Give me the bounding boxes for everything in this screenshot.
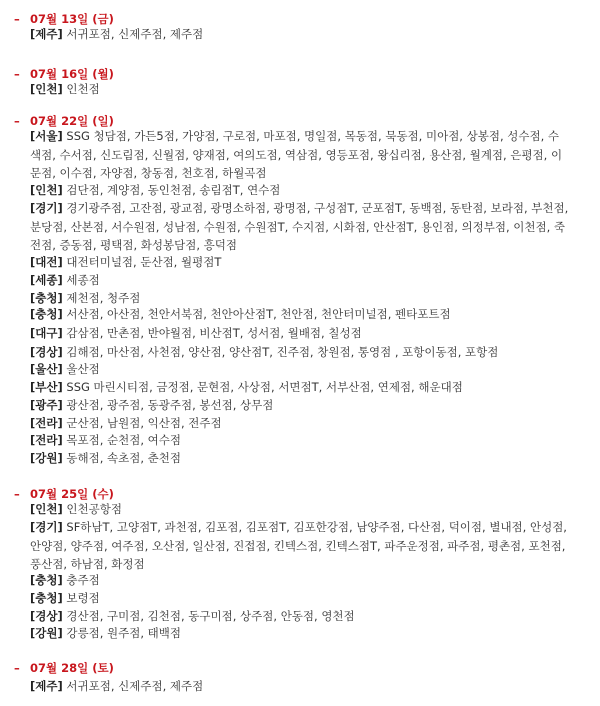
list-item <box>30 253 570 272</box>
store-list: 대전터미널점, 둔산점, 월평점T <box>66 255 222 269</box>
list-item <box>30 360 570 379</box>
region-label: [부산] <box>30 380 63 394</box>
region-label: [경기] <box>30 201 63 215</box>
region-label: [인천] <box>30 82 63 96</box>
list-item <box>30 343 570 362</box>
store-list: 동해점, 속초점, 춘천점 <box>66 451 181 465</box>
region-label: [경상] <box>30 345 63 359</box>
region-label: [세종] <box>30 273 63 287</box>
region-label: [제주] <box>30 679 63 693</box>
list-item <box>30 396 570 415</box>
store-list: 인천공항점 <box>66 502 122 516</box>
list-item <box>30 607 570 626</box>
store-list: 강릉점, 원주점, 태백점 <box>66 626 181 640</box>
region-label: [강원] <box>30 451 63 465</box>
region-label: [강원] <box>30 626 63 640</box>
date-heading <box>14 660 114 676</box>
list-item <box>30 518 570 574</box>
region-label: [전라] <box>30 416 63 430</box>
list-item <box>30 414 570 433</box>
store-list: 감삼점, 만촌점, 반야월점, 비산점T, 성서점, 월배점, 칠성점 <box>66 326 362 340</box>
region-label: [제주] <box>30 27 63 41</box>
date-text: 07월 28일 (토) <box>30 661 114 675</box>
list-item <box>30 181 570 200</box>
store-list: SF하남T, 고양점T, 과천점, 김포점, 김포점T, 김포한강점, 남양주점, 다산점, 덕이점, 별내점, 안성점, 안양점, 양주점, 여주점, 오산점, 일산점, 진접점, 킨텍스점, 킨텍스점T, 파주운정점, 파주점, 평촌점, 포천점, 풍산점, 하남점, 화정점 <box>30 520 567 571</box>
store-list: 서귀포점, 신제주점, 제주점 <box>66 679 204 693</box>
list-item <box>30 571 570 590</box>
store-list: 충주점 <box>66 573 100 587</box>
region-label: [인천] <box>30 502 63 516</box>
store-list: 김해점, 마산점, 사천점, 양산점, 양산점T, 진주점, 창원점, 통영점 , 포항이동점, 포항점 <box>66 345 499 359</box>
store-list: 경기광주점, 고잔점, 광교점, 광명소하점, 광명점, 구성점T, 군포점T, 동백점, 동탄점, 보라점, 부천점, 분당점, 산본점, 서수원점, 성남점, 수원점, 수원점T, 수지점, 시화점, 안산점T, 용인점, 의정부점, 이천점, 죽전점, 증동점, 평택점, 화성봉담점, 흥덕점 <box>30 201 569 252</box>
region-label: [충청] <box>30 573 63 587</box>
date-text: 07월 13일 (금) <box>30 12 114 26</box>
region-label: [경상] <box>30 609 63 623</box>
list-item <box>30 449 570 468</box>
region-label: [광주] <box>30 398 63 412</box>
region-label: [대구] <box>30 326 63 340</box>
region-label: [인천] <box>30 183 63 197</box>
store-list: 광산점, 광주점, 동광주점, 봉선점, 상무점 <box>66 398 274 412</box>
list-item <box>30 80 570 99</box>
store-list: SSG 마린시티점, 금정점, 문현점, 사상점, 서면점T, 서부산점, 연제점, 해운대점 <box>66 380 463 394</box>
store-list: 경산점, 구미점, 김천점, 동구미점, 상주점, 안동점, 영천점 <box>66 609 355 623</box>
list-item <box>30 378 570 397</box>
list-item <box>30 589 570 608</box>
store-list: 세종점 <box>66 273 100 287</box>
store-list: 검단점, 계양점, 동인천점, 송림점T, 연수점 <box>66 183 281 197</box>
list-item <box>30 431 570 450</box>
list-item <box>30 127 570 183</box>
list-item <box>30 624 570 643</box>
store-list: 보령점 <box>66 591 100 605</box>
list-item <box>30 199 570 255</box>
dash-marker: – <box>14 67 20 81</box>
list-item <box>30 271 570 290</box>
region-label: [대전] <box>30 255 63 269</box>
region-label: [충청] <box>30 307 63 321</box>
store-list: 목포점, 순천점, 여수점 <box>66 433 181 447</box>
date-text: 07월 22일 (일) <box>30 114 114 128</box>
date-text: 07월 25일 (수) <box>30 487 114 501</box>
list-item <box>30 324 570 343</box>
list-item <box>30 677 570 696</box>
region-label: [경기] <box>30 520 63 534</box>
region-label: [울산] <box>30 362 63 376</box>
dash-marker: – <box>14 114 20 128</box>
store-list: 서귀포점, 신제주점, 제주점 <box>66 27 204 41</box>
store-list: 서산점, 아산점, 천안서북점, 천안아산점T, 천안점, 천안터미널점, 펜타포트점 <box>66 307 451 321</box>
dash-marker: – <box>14 661 20 675</box>
list-item <box>30 305 570 324</box>
region-label: [충청] <box>30 291 63 305</box>
region-label: [전라] <box>30 433 63 447</box>
dash-marker: – <box>14 487 20 501</box>
store-list: 인천점 <box>66 82 100 96</box>
store-list: 제천점, 청주점 <box>66 291 141 305</box>
store-list: 군산점, 남원점, 익산점, 전주점 <box>66 416 222 430</box>
store-list: SSG 청담점, 가든5점, 가양점, 구로점, 마포점, 명일점, 목동점, 묵동점, 미아점, 상봉점, 성수점, 수색점, 수서점, 신도림점, 신월점, 양재점, 여의도점, 역삼점, 영등포점, 왕십리점, 용산점, 월계점, 은평점, 이문점, 이수점, 자양점, 창동점, 천호점, 하월곡점 <box>30 129 563 180</box>
date-text: 07월 16일 (월) <box>30 67 114 81</box>
region-label: [충청] <box>30 591 63 605</box>
list-item <box>30 25 570 44</box>
region-label: [서울] <box>30 129 63 143</box>
store-list: 울산점 <box>66 362 100 376</box>
dash-marker: – <box>14 12 20 26</box>
list-item <box>30 500 570 519</box>
